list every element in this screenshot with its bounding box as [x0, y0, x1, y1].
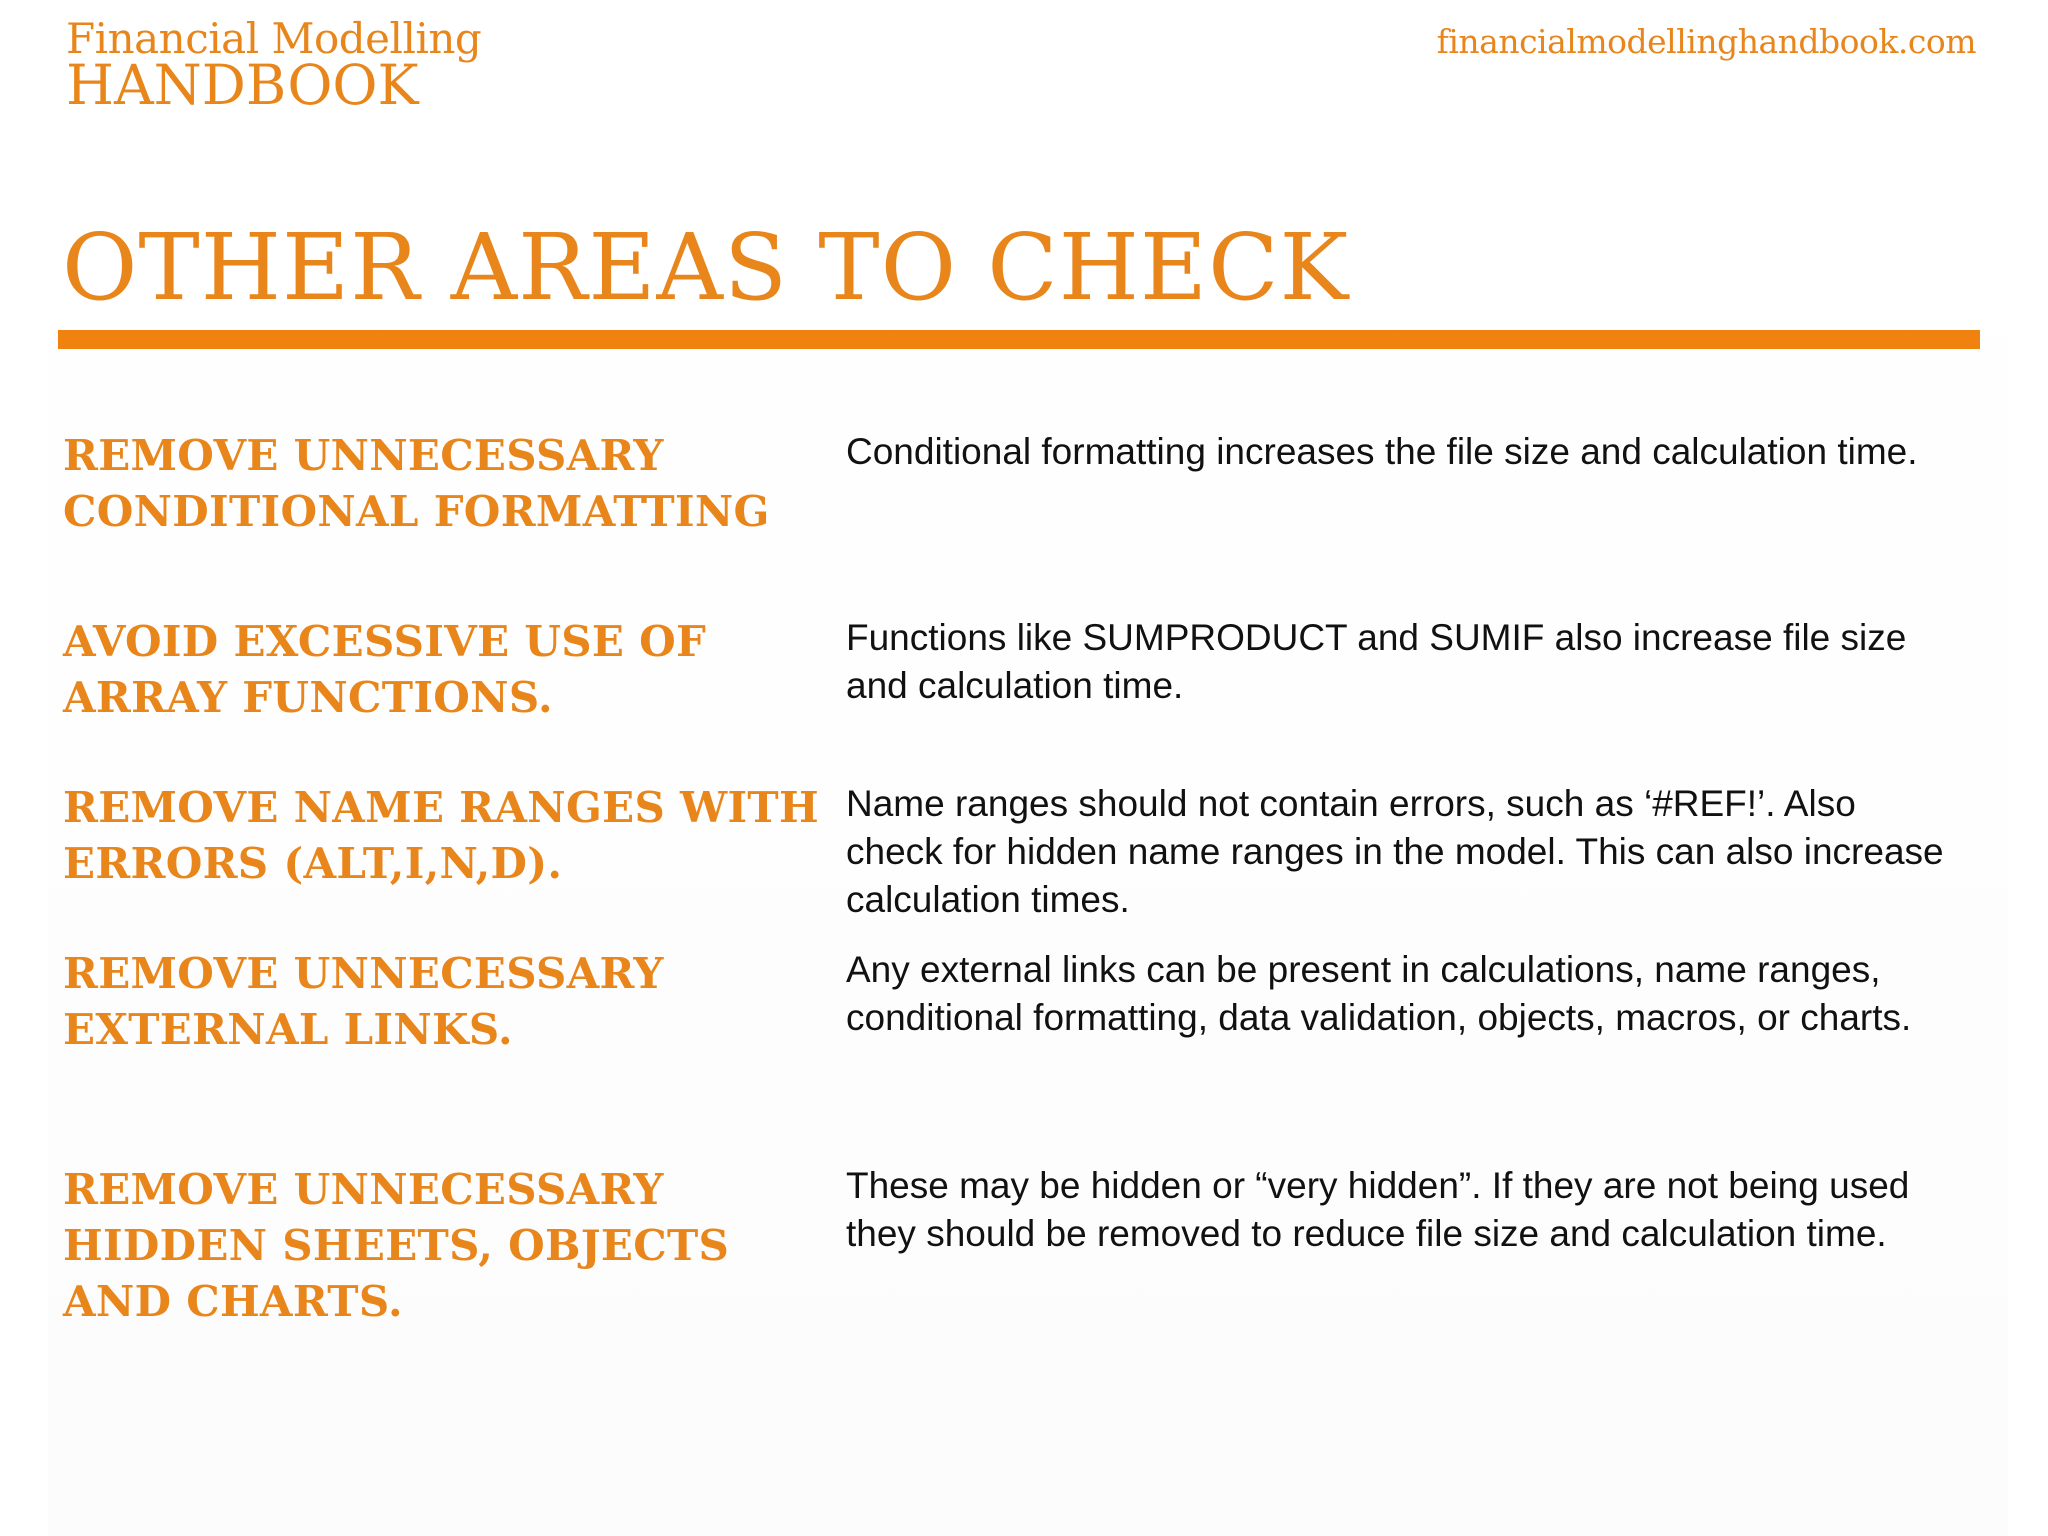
page-title: OTHER AREAS TO CHECK	[62, 214, 1350, 321]
website-url: financialmodellinghandbook.com	[1436, 22, 1976, 61]
logo-line-handbook: HANDBOOK	[66, 53, 419, 117]
check-item-description: These may be hidden or “very hidden”. If they are not being used they should be removed to reduce file size and calculation time.	[846, 1165, 1910, 1254]
check-item-description: Name ranges should not contain errors, such as ‘#REF!’. Also check for hidden name ranges in the model. This can also increase calculation times.	[846, 783, 1944, 920]
check-item-heading: REMOVE UNNECESSARY HIDDEN SHEETS, OBJECTS AND CHARTS.	[63, 1165, 730, 1326]
check-item-description: Conditional formatting increases the file size and calculation time.	[846, 431, 1918, 472]
check-item-heading: REMOVE NAME RANGES WITH ERRORS (ALT,I,N,D).	[63, 783, 819, 888]
check-item-heading: REMOVE UNNECESSARY CONDITIONAL FORMATTING	[63, 431, 770, 536]
check-item-description: Any external links can be present in calculations, name ranges, conditional formatting, data validation, objects, macros, or charts.	[846, 949, 1912, 1038]
handbook-logo	[66, 14, 482, 117]
logo-line-financial-modelling: Financial Modelling	[66, 14, 482, 63]
title-underline-rule	[58, 330, 1980, 349]
check-item-heading: REMOVE UNNECESSARY EXTERNAL LINKS.	[63, 949, 664, 1054]
check-item-description: Functions like SUMPRODUCT and SUMIF also increase file size and calculation time.	[846, 617, 1907, 706]
check-item-heading: AVOID EXCESSIVE USE OF ARRAY FUNCTIONS.	[63, 617, 707, 722]
